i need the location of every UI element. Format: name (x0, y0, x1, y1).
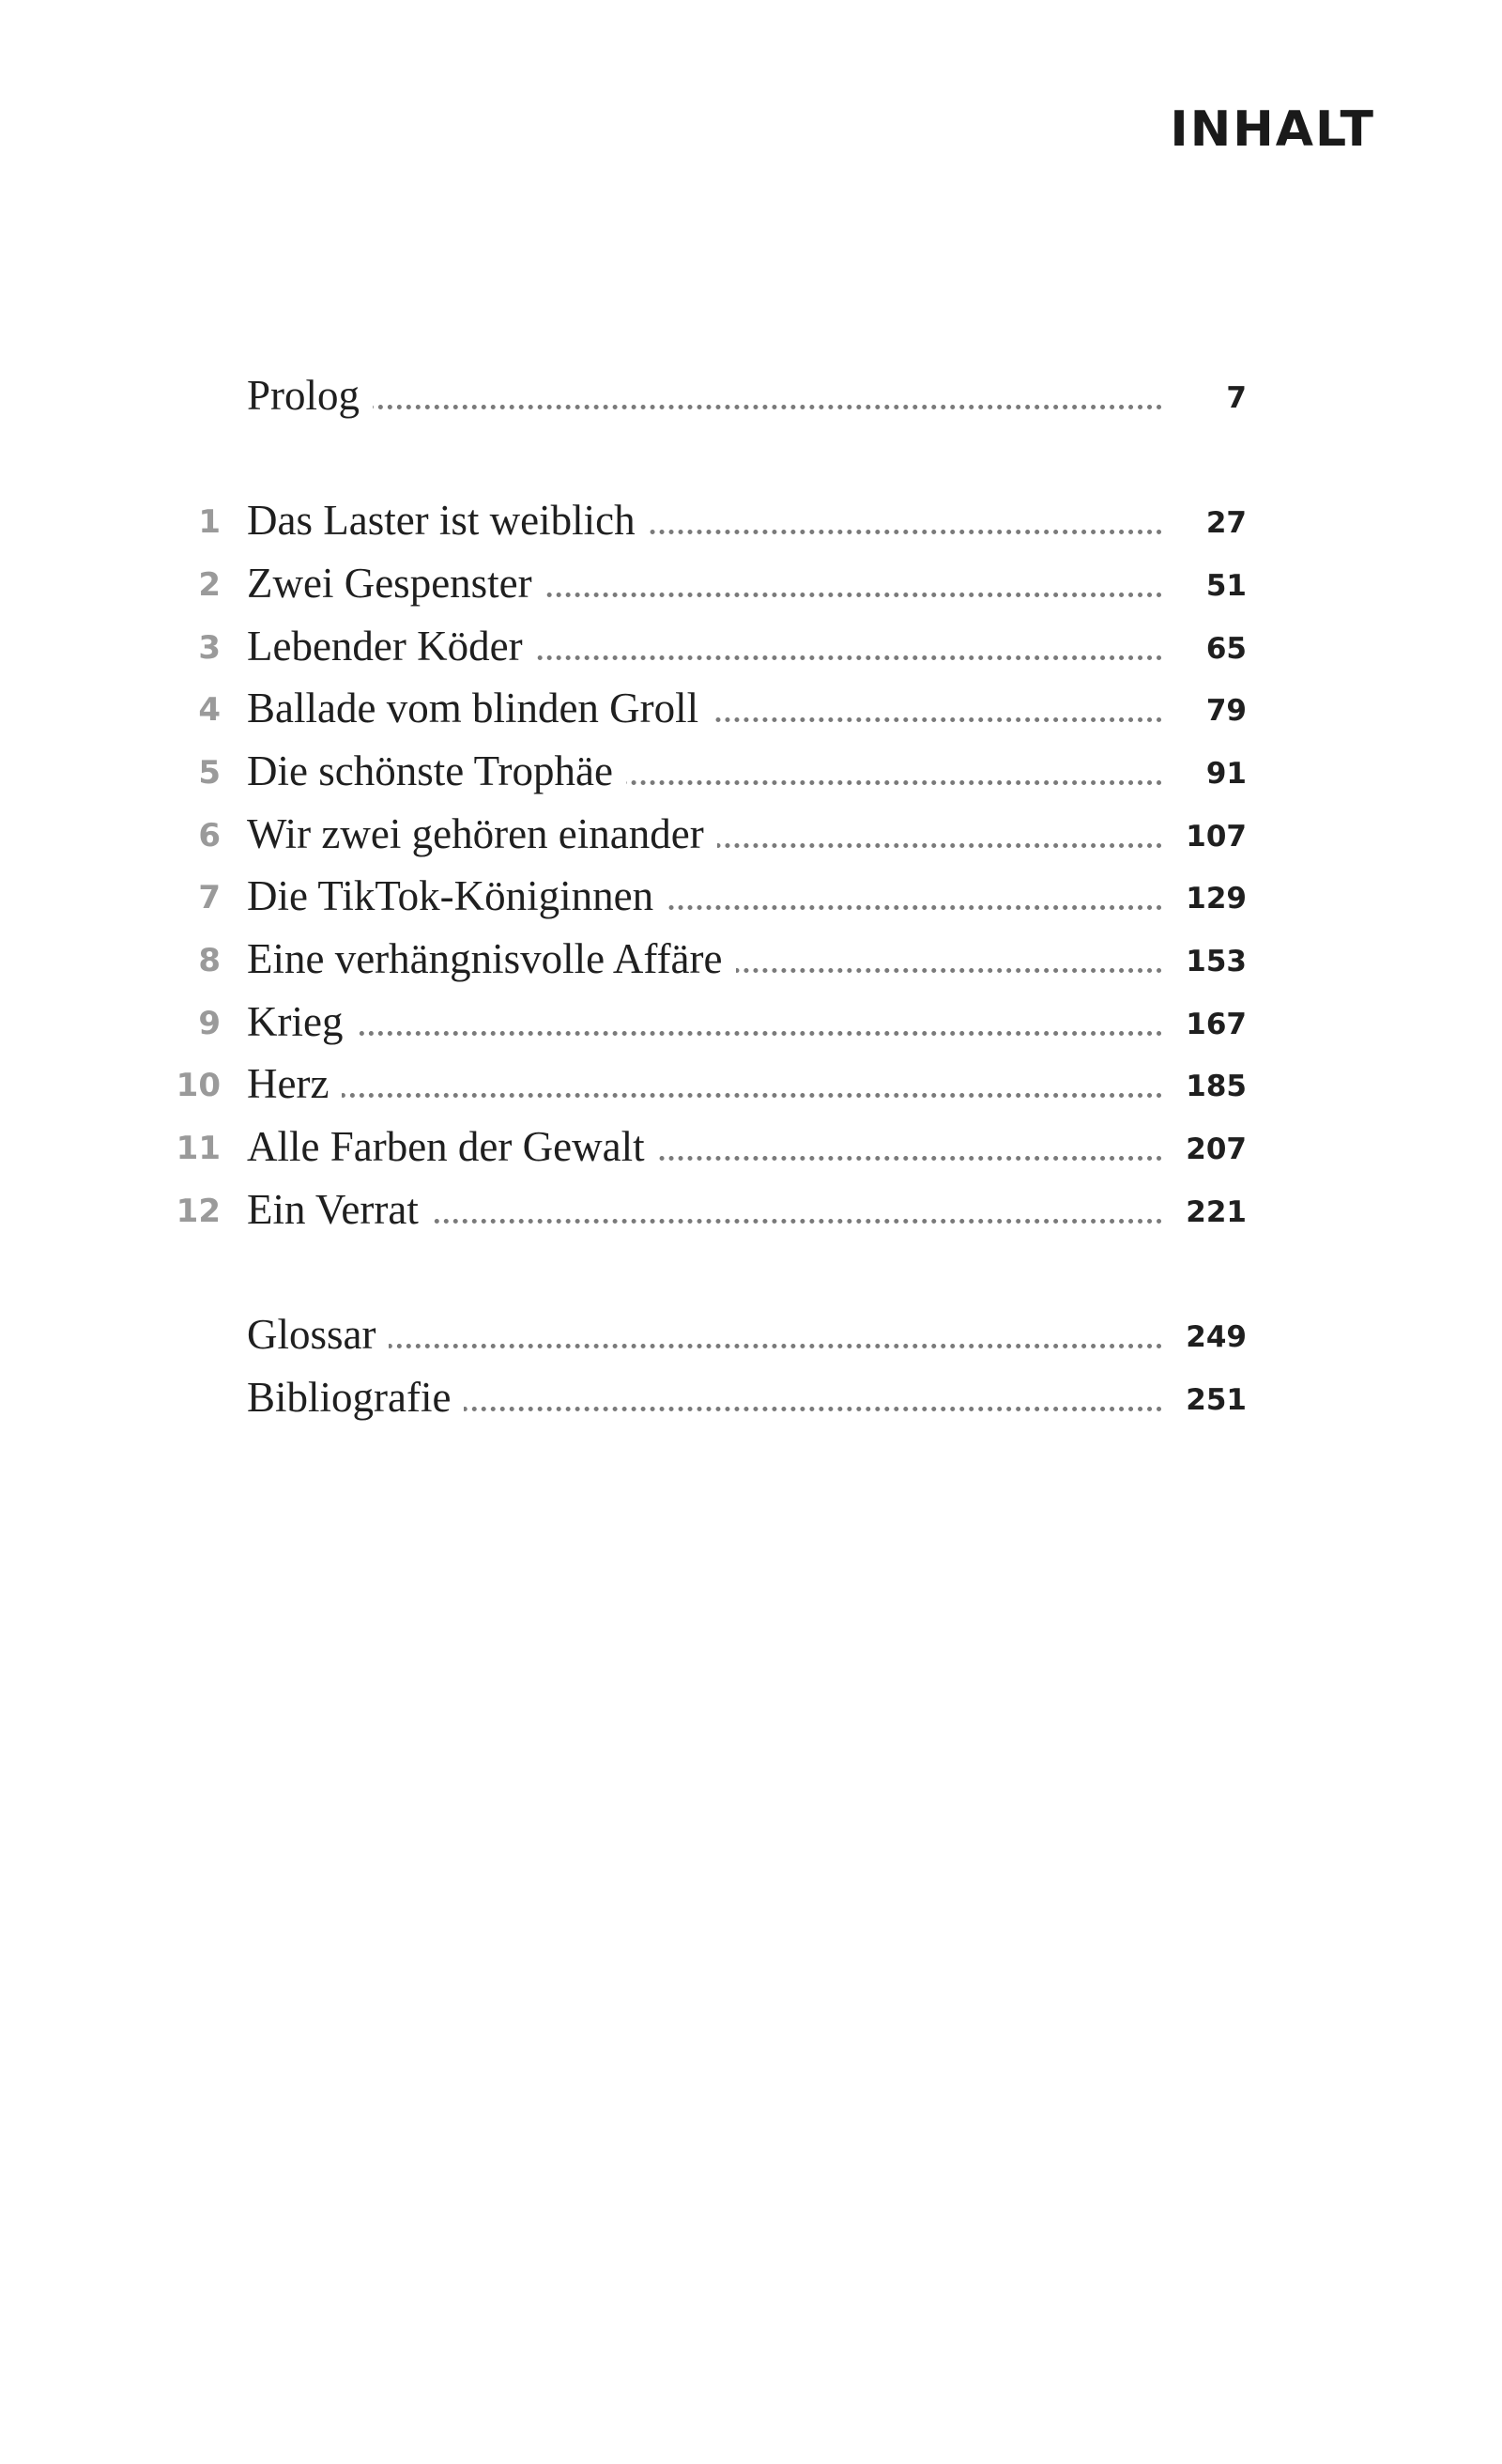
toc-entry-chapter-11[interactable] (0, 1112, 1502, 1174)
chapter-number: 6 (198, 817, 221, 855)
page-number: 27 (1205, 506, 1247, 540)
entry-title: Bibliografie (247, 1377, 464, 1419)
toc-entry-glossar[interactable] (0, 1300, 1502, 1362)
chapter-number: 2 (198, 566, 221, 604)
entry-title: Die schönste Trophäe (247, 750, 626, 793)
page-number: 65 (1205, 632, 1247, 666)
page-number: 51 (1205, 569, 1247, 603)
dot-leader (247, 1031, 1162, 1036)
dot-leader (247, 405, 1162, 409)
chapter-number: 1 (198, 503, 221, 541)
page-title: INHALT (1170, 101, 1375, 158)
page-number: 185 (1186, 1070, 1247, 1103)
chapter-number: 5 (198, 754, 221, 792)
entry-title: Ein Verrat (247, 1189, 432, 1231)
entry-title: Prolog (247, 375, 373, 417)
page-number: 207 (1186, 1132, 1247, 1166)
toc-entry-prolog[interactable] (0, 361, 1502, 423)
toc-entry-chapter-10[interactable] (0, 1049, 1502, 1111)
dot-leader (247, 1093, 1162, 1098)
page-number: 249 (1186, 1320, 1247, 1354)
page-number: 7 (1226, 381, 1247, 415)
chapter-number: 9 (198, 1005, 221, 1042)
chapter-number: 4 (198, 691, 221, 729)
entry-title: Das Laster ist weiblich (247, 500, 649, 542)
entry-title: Krieg (247, 1001, 356, 1043)
entry-title: Wir zwei gehören einander (247, 813, 717, 855)
page-number: 107 (1186, 820, 1247, 854)
page-number: 153 (1186, 945, 1247, 978)
page-number: 221 (1186, 1195, 1247, 1229)
toc-entry-chapter-12[interactable] (0, 1175, 1502, 1237)
toc-entry-chapter-9[interactable] (0, 987, 1502, 1049)
entry-title: Glossar (247, 1314, 389, 1356)
toc-entry-chapter-2[interactable] (0, 548, 1502, 610)
chapter-number: 12 (176, 1193, 221, 1230)
entry-title: Herz (247, 1063, 342, 1105)
page-number: 79 (1205, 694, 1247, 728)
toc-entry-bibliografie[interactable] (0, 1363, 1502, 1424)
page-number: 91 (1205, 757, 1247, 791)
entry-title: Ballade vom blinden Groll (247, 687, 712, 730)
chapter-number: 10 (176, 1067, 221, 1104)
toc-entry-chapter-5[interactable] (0, 736, 1502, 798)
toc-entry-chapter-4[interactable] (0, 673, 1502, 735)
chapter-number: 7 (198, 879, 221, 916)
chapter-number: 11 (176, 1130, 221, 1167)
page-number: 167 (1186, 1008, 1247, 1041)
chapter-number: 8 (198, 942, 221, 979)
toc-entry-chapter-6[interactable] (0, 799, 1502, 861)
page-number: 129 (1186, 882, 1247, 916)
toc-entry-chapter-1[interactable] (0, 485, 1502, 547)
entry-title: Die TikTok-Königinnen (247, 875, 667, 917)
entry-title: Alle Farben der Gewalt (247, 1126, 658, 1168)
page-number: 251 (1186, 1383, 1247, 1417)
toc-entry-chapter-8[interactable] (0, 924, 1502, 986)
entry-title: Zwei Gespenster (247, 562, 545, 605)
toc-entry-chapter-7[interactable] (0, 861, 1502, 923)
entry-title: Lebender Köder (247, 625, 536, 668)
chapter-number: 3 (198, 629, 221, 667)
toc-entry-chapter-3[interactable] (0, 611, 1502, 673)
entry-title: Eine verhängnisvolle Affäre (247, 938, 736, 980)
